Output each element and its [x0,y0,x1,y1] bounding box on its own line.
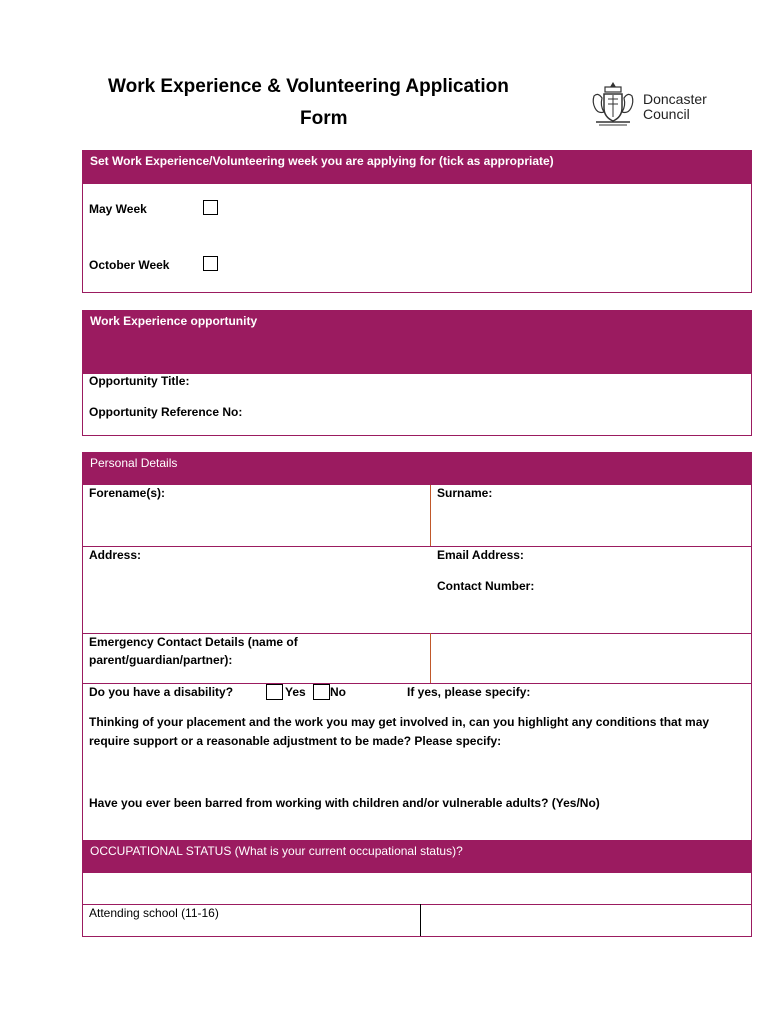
occupational-status-section [82,841,752,937]
divider-horizontal [83,546,751,547]
divider-vertical [420,904,421,936]
address-label: Address: [89,548,142,562]
may-week-label: May Week [89,202,147,216]
surname-label: Surname: [437,486,493,500]
forename-label: Forename(s): [89,486,166,500]
divider-horizontal [83,904,751,905]
disability-yes-label: Yes [285,685,306,699]
logo-text-line1: Doncaster [643,91,707,107]
council-logo [590,80,730,128]
divider-vertical [430,633,431,683]
conditions-question-line2: require support or a reasonable adjustment to be made? Please specify: [89,734,502,748]
disability-specify-label: If yes, please specify: [407,685,531,699]
personal-details-heading: Personal Details [83,453,751,485]
email-label: Email Address: [437,548,524,562]
opportunity-section-heading: Work Experience opportunity [83,311,751,374]
divider-horizontal [83,633,751,634]
october-week-label: October Week [89,258,170,272]
emergency-contact-label-line1: Emergency Contact Details (name of [89,635,298,649]
may-week-checkbox[interactable] [203,200,218,215]
divider-horizontal [83,683,751,684]
disability-yes-checkbox[interactable] [266,684,283,700]
form-title-line1: Work Experience & Volunteering Application [108,76,509,97]
personal-details-section [82,452,752,841]
disability-no-checkbox[interactable] [313,684,330,700]
divider-vertical [430,485,431,546]
emergency-contact-label-line2: parent/guardian/partner): [89,653,233,667]
contact-number-label: Contact Number: [437,579,535,593]
disability-question: Do you have a disability? [89,685,234,699]
week-section-heading: Set Work Experience/Volunteering week you are applying for (tick as appropriate) [83,151,751,184]
logo-text-line2: Council [643,106,690,122]
opportunity-reference-label: Opportunity Reference No: [89,405,243,419]
conditions-question-line1: Thinking of your placement and the work you may get involved in, can you highlight any conditions that may [89,715,710,729]
attending-school-label: Attending school (11-16) [89,906,219,920]
week-section [82,150,752,293]
occupational-status-heading: OCCUPATIONAL STATUS (What is your current occupational status)? [83,841,751,873]
october-week-checkbox[interactable] [203,256,218,271]
opportunity-section [82,310,752,436]
disability-no-label: No [330,685,346,699]
barred-question: Have you ever been barred from working with children and/or vulnerable adults? (Yes/No) [89,796,600,810]
logo-text [643,92,707,122]
form-title-line2: Form [300,108,348,129]
opportunity-title-label: Opportunity Title: [89,374,190,388]
coat-of-arms-icon [590,80,636,128]
